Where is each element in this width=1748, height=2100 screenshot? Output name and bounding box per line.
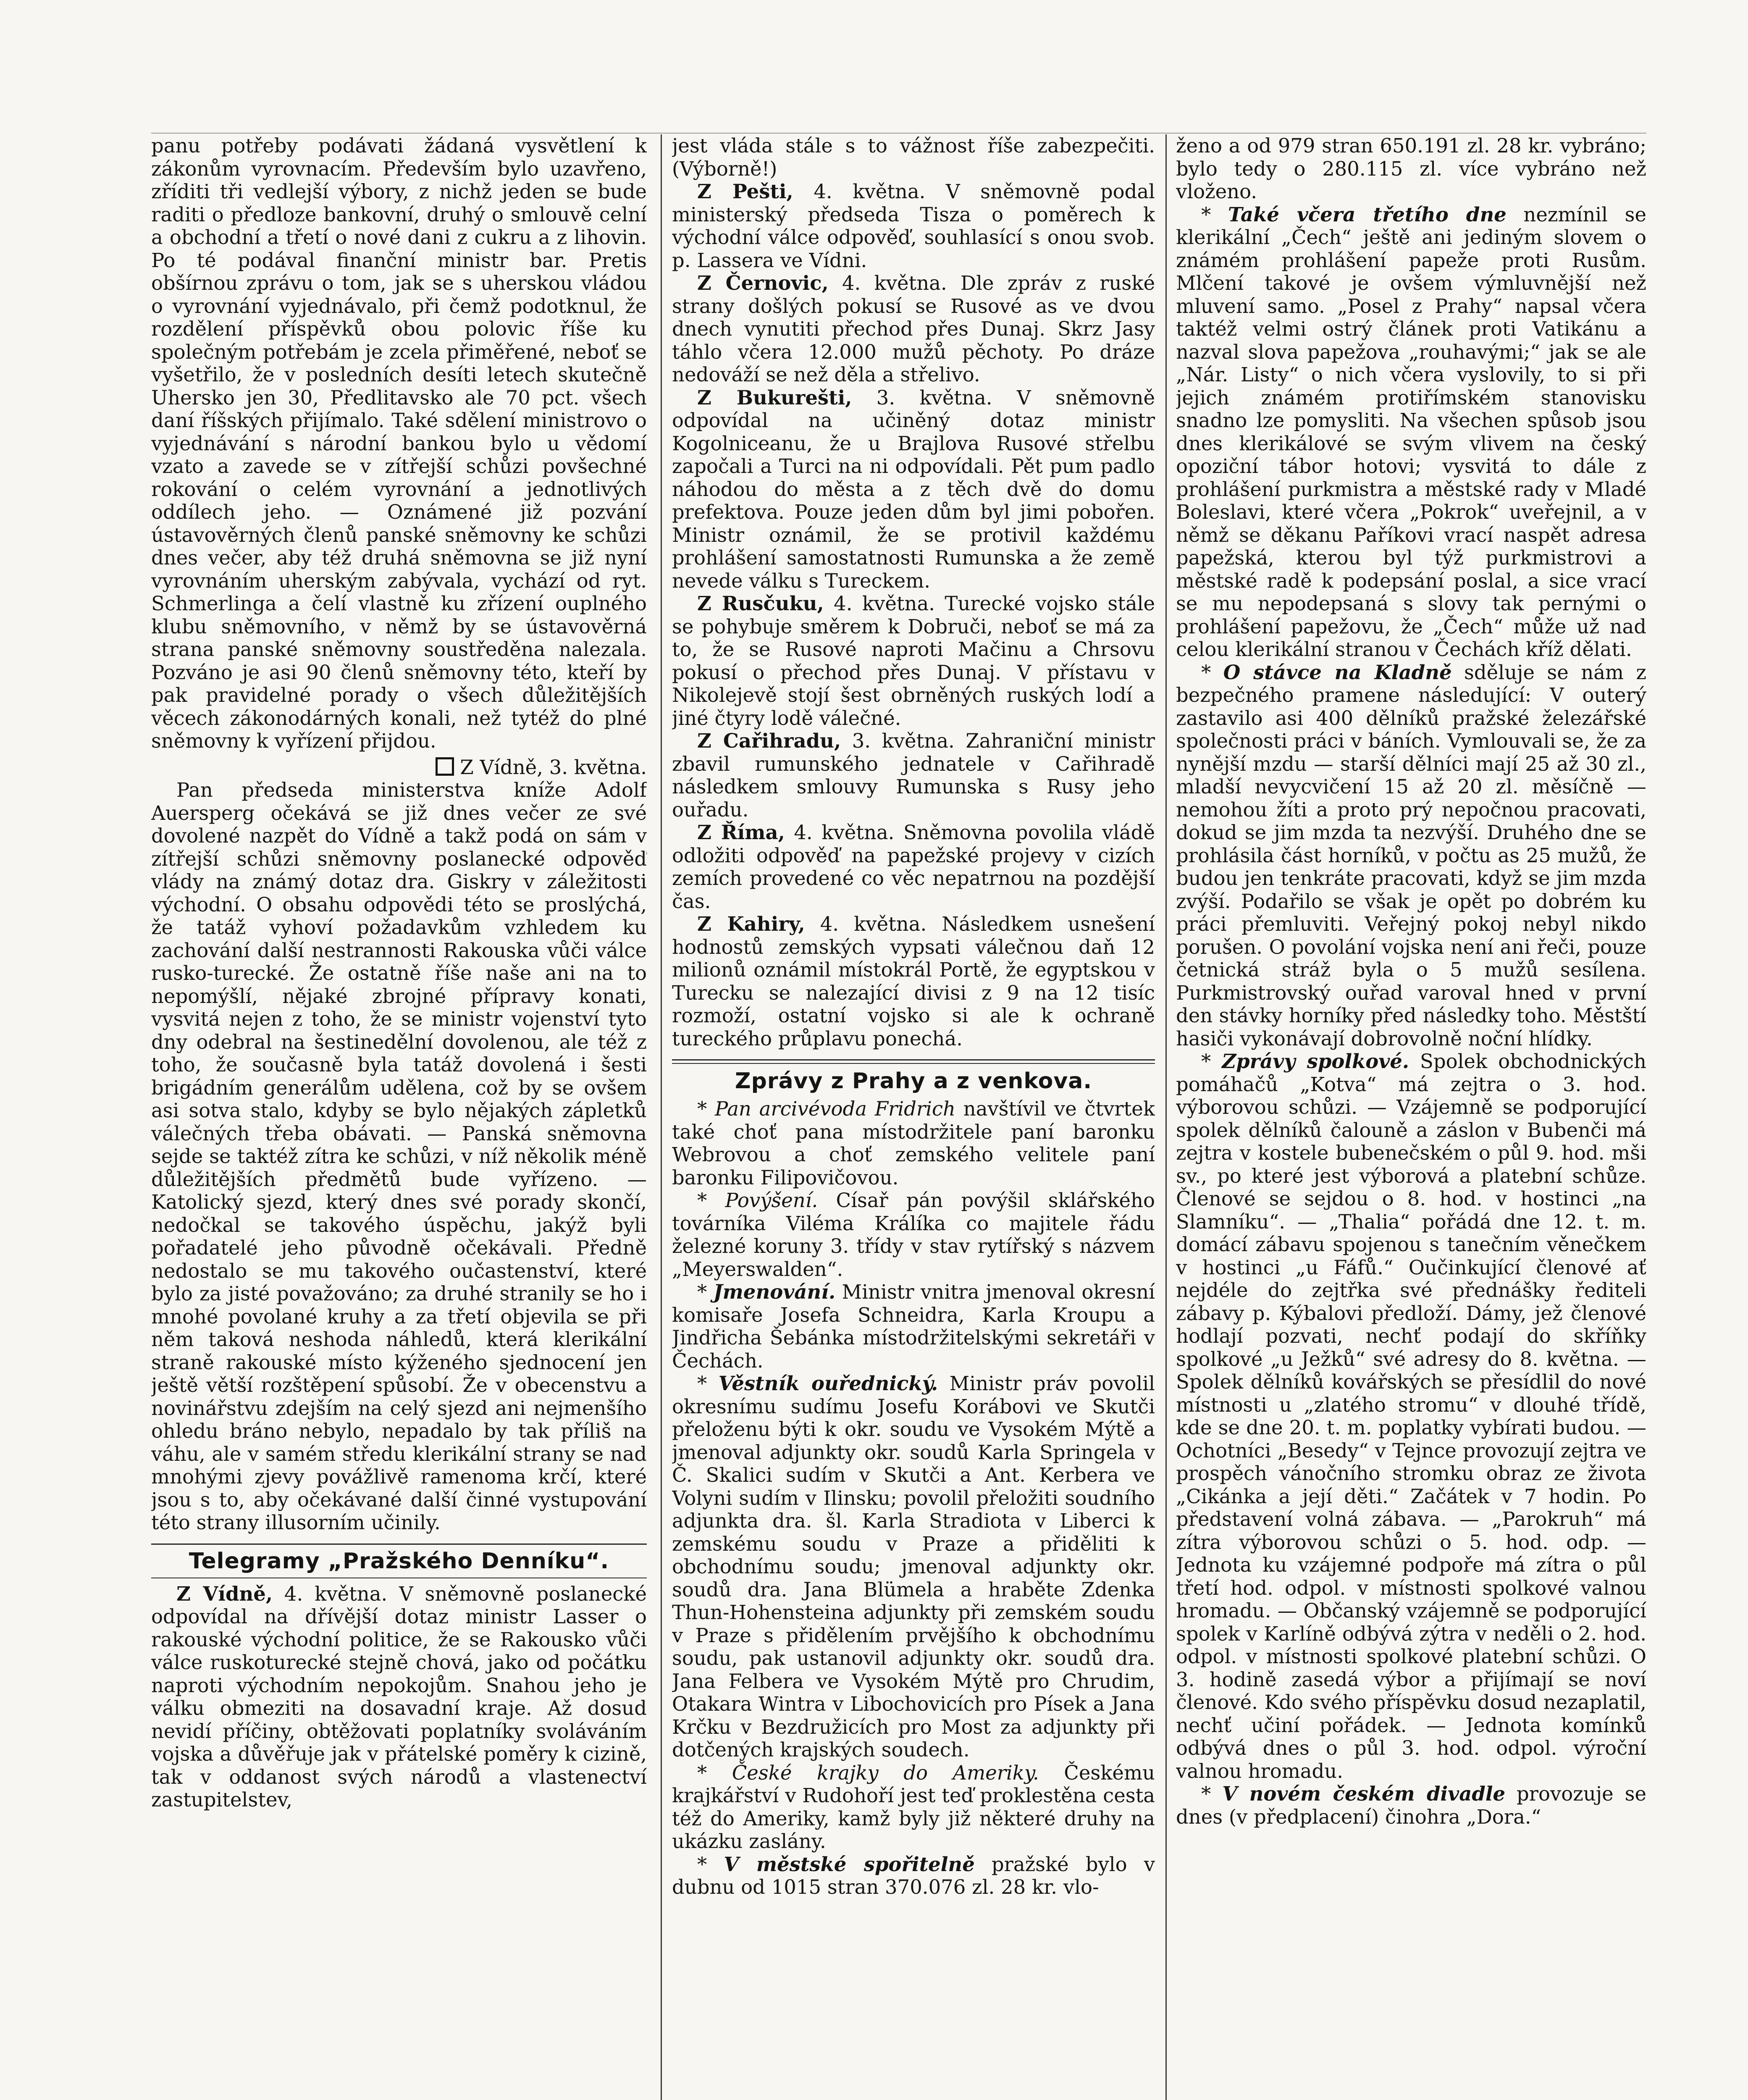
square-marker-icon [436, 757, 454, 776]
telegram-rome: Z Říma, 4. května. Sněmovna povolila vládě odložiti odpověď na papežské projevy v cizích zemích provedené co věc nepatrnou na pozdější čas. [672, 821, 1155, 913]
news-continuation: ženo a od 979 stran 650.191 zl. 28 kr. vybráno; bylo tedy o 280.115 zl. více vybráno než vloženo. [1176, 134, 1646, 203]
news-item: * Zprávy spolkové. Spolek obchodnických pomáhačů „Kotva“ má zejtra o 3. hod. výborovou schůzi. — Vzájemně se podporující spolek dělníků čalouně a záslon v Bubenči má zejtra v kostele bubenečském o půl 9. hod. mši sv., po které jest výborová a platební schůze. Členové se sejdou o 8. hod. v hostinci „na Slamníku“. — „Thalia“ pořádá dne 12. t. m. domácí zábavu spojenou s tanečním věnečkem v hostinci „u Fáfů.“ Oučinkující členové ať nejdéle do zejtřka své přednášky řediteli zábavy p. Kýbalovi předloží. Dámy, jež členové hodlají pozvati, nechť podají do skříňky spolkové „u Ježků“ své adresy do 8. května. — Spolek dělníků kovářských se přesídlil do nové místnosti u „zlatého stromu“ v dlouhé třídě, kde se dne 20. t. m. poplatky vybírati budou. — Ochotníci „Besedy“ v Tejnce provozují zejtra ve prospěch vánočního stromku obraz ze života „Cikánka a její děti.“ Začátek v 7 hodin. Po představení volná zábava. — „Parokruh“ má zítra výborovou schůzi o 5. hod. odp. — Jednota ku vzájemné podpoře má zítra o půl třetí hod. odpol. v místnosti spolkové valnou hromadu. — Občanský vzájemně se podporující spolek v Karlíně odbývá zýtra v neděli o 2. hod. odpol. v místnosti spolkové platební schůzi. O 3. hodině zasedá výbor a přijímají se noví členové. Kdo svého příspěvku dosud nezaplatil, nechť učiní pořádek. — Jednota komínků odbývá dnes o půl 3. hod. odpol. výroční valnou hromadu. [1176, 1050, 1646, 1782]
column-divider [661, 134, 662, 2100]
column-divider [1165, 134, 1167, 2100]
telegram-constantinople: Z Cařihradu, 3. května. Zahraniční ministr zbavil rumunského jednatele v Cařihradě následkem smlouvy Rumunska s Rusy jeho ouřadu. [672, 729, 1155, 821]
news-item: * Věstník ouřednický. Ministr práv povolil okresnímu sudímu Josefu Korábovi ve Skutči přeloženu býti k okr. soudu ve Vysokém Mýtě a jmenoval adjunkty okr. soudů Karla Springela v Č. Skalici sudím v Skutči a Ant. Kerbera ve Volyni sudím v Ilinsku; povolil přeložiti soudního adjunkta dra. šl. Karla Stradiota v Liberci k zemskému soudu v Praze a přiděliti k obchodnímu soudu; jmenoval adjunkty okr. soudů dra. Jana Blümela a hraběte Zdenka Thun-Hohensteina adjunkty při zemském soudu v Praze s přidělením prvějšího k obchodnímu soudu, pak ustanovil adjunkty okr. soudů dra. Jana Felbera ve Vysokém Mýtě pro Chrudim, Otakara Wintra v Libochovicích pro Písek a Jana Krčku v Bezdružicích pro Most za adjunkty při dotčených krajských soudech. [672, 1372, 1155, 1761]
column-3 [1176, 134, 1646, 2100]
telegram-pest: Z Pešti, 4. května. V sněmovně podal ministerský předseda Tisza o poměrech k východní válce odpověď, souhlasící s onou svob. p. Lassera ve Vídni. [672, 180, 1155, 272]
news-item: * V městské spořitelně pražské bylo v dubnu od 1015 stran 370.076 zl. 28 kr. vlo- [672, 1852, 1155, 1898]
telegram-continuation: jest vláda stále s to vážnost říše zabezpečiti. (Výborně!) [672, 134, 1155, 180]
news-item: * Také včera třetího dne nezmínil se klerikální „Čech“ ještě ani jediným slovem o známém prohlášení papeže proti Rusům. Mlčení takové je ovšem výmluvnější než mluvení samo. „Posel z Prahy“ napsal včera taktéž velmi ostrý článek proti Vatikánu a nazval slova papežova „rouhavými;“ jak se ale „Nár. Listy“ o nich včera vyslovily, to si při jejich známém protiřímském stanovisku snadno lze pomysliti. Na všechen spůsob jsou dnes klerikálové se svým vlivem na český opoziční tábor hotovi; vysvitá to dále z prohlášení purkmistra a městské rady v Mladé Boleslavi, které včera „Pokrok“ uveřejnil, a v němž se děkanu Paříkovi vrací naspět adresa papežská, kterou byl týž purkmistrovi a městské radě k podepsání poslal, a sice vrací se mu nepodepsaná s slovy tak pernými o prohlášení papežovu, že „Čech“ může už nad celou klerikální stranou v Čechách kříž dělati. [1176, 202, 1646, 661]
section-rule [151, 1544, 647, 1545]
news-item: * Povýšení. Císař pán povýšil sklářského továrníka Viléma Králíka co majitele řádu železné koruny 3. třídy v stav rytířský s názvem „Meyerswalden“. [672, 1189, 1155, 1281]
news-item: * Jmenování. Ministr vnitra jmenoval okresní komisaře Josefa Schneidra, Karla Kroupu a Jindřicha Šebánka místodržitelskými sekretáři v Čechách. [672, 1280, 1155, 1372]
telegram-bucharest: Z Bukurešti, 3. května. V sněmovně odpovídal na učiněný dotaz ministr Kogolniceanu, že u Brajlova Rusové střelbu započali a Turci na ni odpovídali. Pět pum padlo náhodou do města a z těch dvě do domu prefektova. Pouze jeden dům byl jimi pobořen. Ministr oznámil, že se protivil každému prohlášení samostatnosti Rumunska a že země nevede válku s Tureckem. [672, 386, 1155, 592]
column-1 [151, 134, 647, 2100]
section-heading-telegrams: Telegramy „Pražského Denníku“. [189, 1548, 609, 1574]
section-rule [672, 1059, 1155, 1060]
telegram-ruscuk: Z Rusčuku, 4. května. Turecké vojsko stále se pohybuje směrem k Dobruči, neboť se má za to, že se Rusové naproti Mačinu a Chrsovu pokusí o přechod přes Dunaj. V přístavu v Nikolejevě stojí šest obrněných ruských lodí a jiné čtyry lodě válečné. [672, 592, 1155, 730]
top-rule [151, 133, 1646, 134]
article-continuation: panu potřeby podávati žádaná vysvětlení k zákonům vyrovnacím. Především bylo uzavřeno, zříditi tři vedlejší výbory, z nichž jeden se bude raditi o předloze bankovní, druhý o smlouvě celní a obchodní a třetí o nové dani z cukru a z lihovin. Po té podával finanční ministr bar. Pretis obšírnou zprávu o tom, jak se s uherskou vládou o vyrovnání vyjednávalo, při čemž podotknul, že rozdělení příspěvků obou polovic říše ku společným potřebám je zcela přiměřené, neboť se vyšetřilo, že v posledních desíti letech skutečně Uhersko jen 30, Předlitavsko ale 70 pct. všech daní říšských přijímalo. Také sdělení ministrovo o vyjednávání s národní bankou bylo u vědomí vzato a zavede se v zítřejší schůzi povšechné rokování o celém vyrovnání a jednotlivých oddílech jeho. — Oznámené již pozvání ústavověrných členů panské sněmovny ke schůzi dnes večer, aby též druhá sněmovna se již nyní vyrovnáním uherským zabývala, vychází od ryt. Schmerlinga a čelí vlastně ku zřízení ouplného klubu sněmovního, v němž by se ústavověrná strana panské sněmovny soustředěna nalezala. Pozváno je asi 90 členů sněmovny této, kteří by pak pravidelné porady o všech důležitějších věcech zákonodárných konali, než tytéž do plné sněmovny k vyřízení přijdou. [151, 134, 647, 752]
news-item: * České krajky do Ameriky. Českému krajkářství v Rudohoří jest teď proklestěna cesta též do Ameriky, kamž byly již některé druhy na ukázku zaslány. [672, 1761, 1155, 1853]
news-item: * O stávce na Kladně sděluje se nám z bezpečného pramene následující: V outerý zastavilo asi 400 dělníků pražské železářské společnosti práci v báních. Vymlouvali se, že za nynější mzdu — starší dělníci mají 25 až 30 zl., mladší nevycvičení 15 až 20 zl. měsíčně — nemohou žíti a proto prý nepočnou pracovati, dokud se jim mzda ta nezvýší. Druhého dne se prohlásila část horníků, v počtu as 25 mužů, že budou jen tenkráte pracovati, když se jim mzda zvýší. Podařilo se však je opět po dobrém ku práci přemluviti. Veřejný pokoj nebyl nikdo porušen. O povolání vojska není ani řeči, pouze četnická stráž byla o 5 mužů sesílena. Purkmistrovský ouřad varoval hned v první den stávky horníky před následky toho. Městští hasiči vykonávají dobrovolně noční hlídky. [1176, 660, 1646, 1050]
news-item: * Pan arcivévoda Fridrich navštívil ve čtvrtek také choť pana místodržitele paní baronku Webrovou a choť zemského velitele paní baronku Filipovičovou. [672, 1097, 1155, 1189]
article-vienna-report: Pan předseda ministerstva kníže Adolf Auersperg očekává se již dnes večer ze své dovolené nazpět do Vídně a takž podá on sám v zítřejší schůzi sněmovny poslanecké odpověď vlády na známý dotaz dra. Giskry v záležitosti východní. O obsahu odpovědi této se proslýchá, že tatáž vyhoví požadavkům vzhledem ku zachování další nestrannosti Rakouska vůči válce rusko-turecké. Že ostatně říše naše ani na to nepomýšlí, nějaké zbrojné přípravy konati, vysvitá nejen z toho, že se ministr vojenství tyto dny odebral na šestinedělní dovolenou, ale též z toho, že současně byla tatáž dovolená i šesti brigádním generálům udělena, což by se ovšem asi sotva stalo, kdyby se bylo nějakých zápletků válečných třeba obávati. — Panská sněmovna sejde se taktéž zítra ke schůzi, v níž několik méně důležitějších předmětů bude vyřízeno. — Katolický sjezd, který dnes své porady skončí, nedočkal se takového úspěchu, jakýž byli pořadatelé jeho původně očekávali. Předně nedostalo se mu takového oučastenství, které bylo za jisté považováno; za druhé stranily se ho i mnohé povolané kruhy a za třetí objevila se při něm taková neshoda náhledů, která klerikální straně rakouské místo kýženého sjednocení jen ještě větší rozštěpení spůsobí. Že v obecenstvu a novinářstvu zdejším na celý sjezd ani nejmenšího ohledu bráno nebylo, nepadalo by tak příliš na váhu, ale v samém středu klerikální strany se nad mnohými zjevy povážlivě ramenoma krčí, které jsou s to, aby očekávané další činné vystupování této strany illusorním učinily. [151, 779, 647, 1534]
section-rule [672, 1063, 1155, 1064]
column-2 [672, 134, 1155, 2100]
telegram-cernovice: Z Černovic, 4. května. Dle zpráv z ruské strany došlých pokusí se Rusové as ve dvou dnech vynutiti přechod přes Dunaj. Skrz Jasy táhlo včera 12.000 mužů pěchoty. Po dráze nedováží se než děla a střelivo. [672, 271, 1155, 386]
telegram-cairo: Z Kahiry, 4. května. Následkem usnešení hodnostů zemských vypsati válečnou daň 12 milionů oznámil místokrál Portě, že egyptskou v Turecku se nalezající divisi z 9 na 12 tisíc rozmoží, ostatní vojsko si ale k ochraně tureckého průplavu ponechá. [672, 912, 1155, 1050]
dateline-vienna: Z Vídně, 3. května. [151, 756, 647, 779]
telegram-vienna: Z Vídně, 4. května. V sněmovně poslanecké odpovídal na dřívější dotaz ministr Lasser o rakouské východní politice, že se Rakousko vůči válce ruskoturecké stejně chová, jako od počátku naproti východním nepokojům. Snahou jeho je válku obmeziti na dosavadní kraje. Až dosud nevidí příčiny, obtěžovati poplatníky svoláváním vojska a důvěřuje jak v přátelské poměry k cizině, tak v oddanost svých národů a vlastenectví zastupitelstev, [151, 1582, 647, 1811]
newspaper-page [151, 134, 1646, 2100]
section-heading-prague-news: Zprávy z Prahy a z venkova. [735, 1068, 1092, 1094]
news-item: * V novém českém divadle provozuje se dnes (v předplacení) činohra „Dora.“ [1176, 1782, 1646, 1828]
